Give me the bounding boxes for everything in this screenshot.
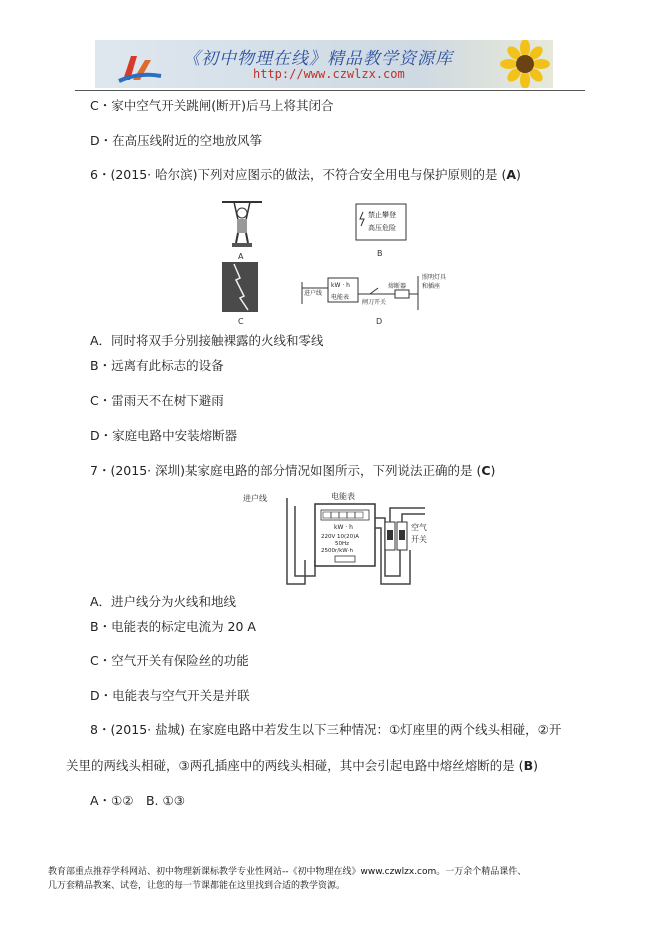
footer-line1: 教育部重点推荐学科网站、初中物理新课标教学专业性网站--《初中物理在线》www.czwlzx.com。一万余个精品课件、 [48,867,527,877]
q6-option-d: D・家庭电路中安装熔断器 [90,428,238,443]
q6-d-fuse: 熔断器 [388,283,407,290]
q7-option-a: A．进户线分为火线和地线 [90,594,237,609]
q6-d-inlet: 进户线 [304,290,323,297]
q7-option-c: C・空气开关有保险丝的功能 [90,653,249,668]
q6-sign-line1: 禁止攀登 [368,211,396,219]
q6-figure-b [356,204,406,258]
q6-label-b: B [377,249,383,258]
q6-option-a: A．同时将双手分别接触裸露的火线和零线 [90,333,324,348]
q8-options: A・①② B. ①③ [90,793,185,808]
q6-label-c: C [238,317,244,326]
q8-answer: B [523,758,534,773]
q6-figure-d [302,273,447,326]
q7-meter-spec3: 2500r/kW·h [321,548,353,554]
q6-stem [90,167,521,183]
q7-meter-unit: kW · h [334,524,353,531]
q7-switch-line1: 空气 [411,523,427,532]
q7-stem-text: 7・(2015· 深圳)某家庭电路的部分情况如图所示，下列说法正确的是 ( [90,463,482,478]
banner-title: 《初中物理在线》精品教学资源库 [183,49,453,69]
q6-option-c: C・雷雨天不在树下避雨 [90,393,224,408]
q5-option-c: C・家中空气开关跳闸(断开)后马上将其闭合 [90,98,334,113]
q7-meter-label: 电能表 [331,492,355,501]
q7-option-d: D・电能表与空气开关是并联 [90,688,250,703]
header-rule [75,90,585,91]
q6-stem-text: 6・(2015· 哈尔滨)下列对应图示的做法，不符合安全用电与保护原则的是 ( [90,167,507,182]
q7-answer: C [481,463,491,478]
q7-figure [235,488,435,592]
q6-label-a: A [238,252,244,261]
q7-stem [90,463,495,479]
header-banner [95,40,553,88]
q7-switch-line2: 开关 [411,535,427,544]
sunflower-icon [485,40,553,88]
q8-close: ) [533,758,538,773]
q6-option-b: B・远离有此标志的设备 [90,358,224,373]
banner-url[interactable]: http://www.czwlzx.com [253,67,405,81]
q8-stem-line1: 8・(2015· 盐城) 在家庭电路中若发生以下三种情况：①灯座里的两个线头相碰，②开 [90,722,562,737]
q7-meter-spec2: 50Hz [335,541,350,547]
q6-d-switch: 闸刀开关 [362,299,387,306]
q7-option-b: B・电能表的标定电流为 20 A [90,619,256,634]
q6-d-load-line1: 照明灯具 [422,274,447,281]
footer-line2: 几万套精品教案、试卷，让您的每一节课都能在这里找到合适的教学资源。 [48,881,346,891]
q8-stem-line2 [66,758,538,774]
q6-close: ) [516,167,521,182]
q6-label-d: D [376,317,383,326]
q6-answer: A [506,167,517,182]
q6-figure [210,196,470,332]
q7-inlet-label: 进户线 [243,494,267,503]
q6-sign-line2: 高压危险 [368,224,396,232]
q7-close: ) [490,463,496,478]
q7-meter-spec1: 220V 10(20)A [321,534,360,540]
q6-d-meter-bottom: 电能表 [331,294,350,301]
q6-d-meter-top: kW · h [331,282,350,289]
q6-figure-c [222,262,258,326]
q8-stem-line2-text: 关里的两线头相碰，③两孔插座中的两线头相碰，其中会引起电路中熔丝熔断的是 ( [66,758,524,773]
q6-d-load-line2: 和插座 [422,283,441,290]
q5-option-d: D・在高压线附近的空地放风筝 [90,133,263,148]
site-logo-icon [115,46,165,84]
q6-figure-a [222,202,262,261]
